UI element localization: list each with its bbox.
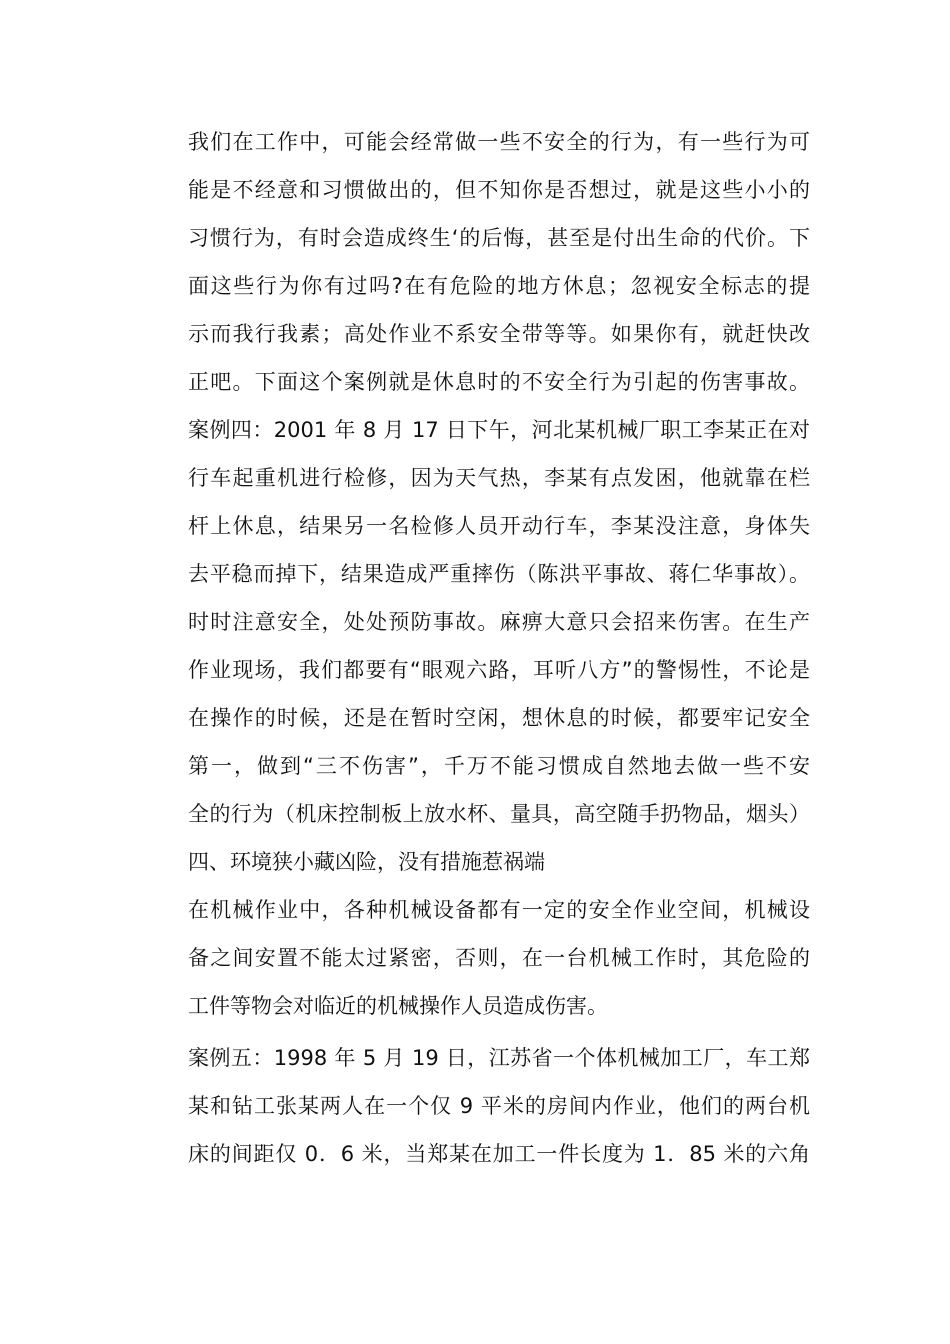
text-line: 某和钻工张某两人在一个仅 9 平米的房间内作业，他们的两台机: [188, 1094, 810, 1118]
text-line: 杆上休息，结果另一名检修人员开动行车，李某没注意，身体失: [188, 514, 810, 538]
text-line: 工件等物会对临近的机械操作人员造成伤害。: [188, 994, 608, 1018]
text-line: 正吧。下面这个案例就是休息时的不安全行为引起的伤害事故。: [188, 370, 810, 394]
text-line: 习惯行为，有时会造成终生‘的后悔，甚至是付出生命的代价。下: [188, 226, 810, 250]
text-line: 在操作的时候，还是在暂时空闲，想休息的时候，都要牢记安全: [188, 706, 810, 730]
text-line: 案例四：2001 年 8 月 17 日下午，河北某机械厂职工李某正在对: [188, 418, 810, 442]
text-line: 时时注意安全，处处预防事故。麻痹大意只会招来伤害。在生产: [188, 610, 810, 634]
text-line: 床的间距仅 0．6 米，当郑某在加工一件长度为 1．85 米的六角: [188, 1142, 810, 1166]
text-line: 我们在工作中，可能会经常做一些不安全的行为，有一些行为可: [188, 130, 810, 154]
text-line: 全的行为（机床控制板上放水杯、量具，高空随手扔物品，烟头）: [188, 802, 810, 826]
document-body: [188, 118, 810, 1178]
text-line: 在机械作业中，各种机械设备都有一定的安全作业空间，机械设: [188, 898, 810, 922]
text-line: 案例五：1998 年 5 月 19 日，江苏省一个体机械加工厂，车工郑: [188, 1046, 810, 1070]
text-line: 面这些行为你有过吗?在有危险的地方休息；忽视安全标志的提: [188, 274, 810, 298]
text-line: 能是不经意和习惯做出的，但不知你是否想过，就是这些小小的: [188, 178, 810, 202]
text-line: 行车起重机进行检修，因为天气热，李某有点发困，他就靠在栏: [188, 466, 810, 490]
text-line: 备之间安置不能太过紧密，否则，在一台机械工作时，其危险的: [188, 946, 810, 970]
text-line: 示而我行我素；高处作业不系安全带等等。如果你有，就赶快改: [188, 322, 810, 346]
text-line: 作业现场，我们都要有“眼观六路，耳听八方”的警惕性，不论是: [188, 658, 810, 682]
text-line: 第一，做到“三不伤害”，千万不能习惯成自然地去做一些不安: [188, 754, 810, 778]
section-heading: 四、环境狭小藏凶险，没有措施惹祸端: [188, 850, 545, 874]
text-line: 去平稳而掉下，结果造成严重摔伤（陈洪平事故、蒋仁华事故）。: [188, 562, 810, 586]
